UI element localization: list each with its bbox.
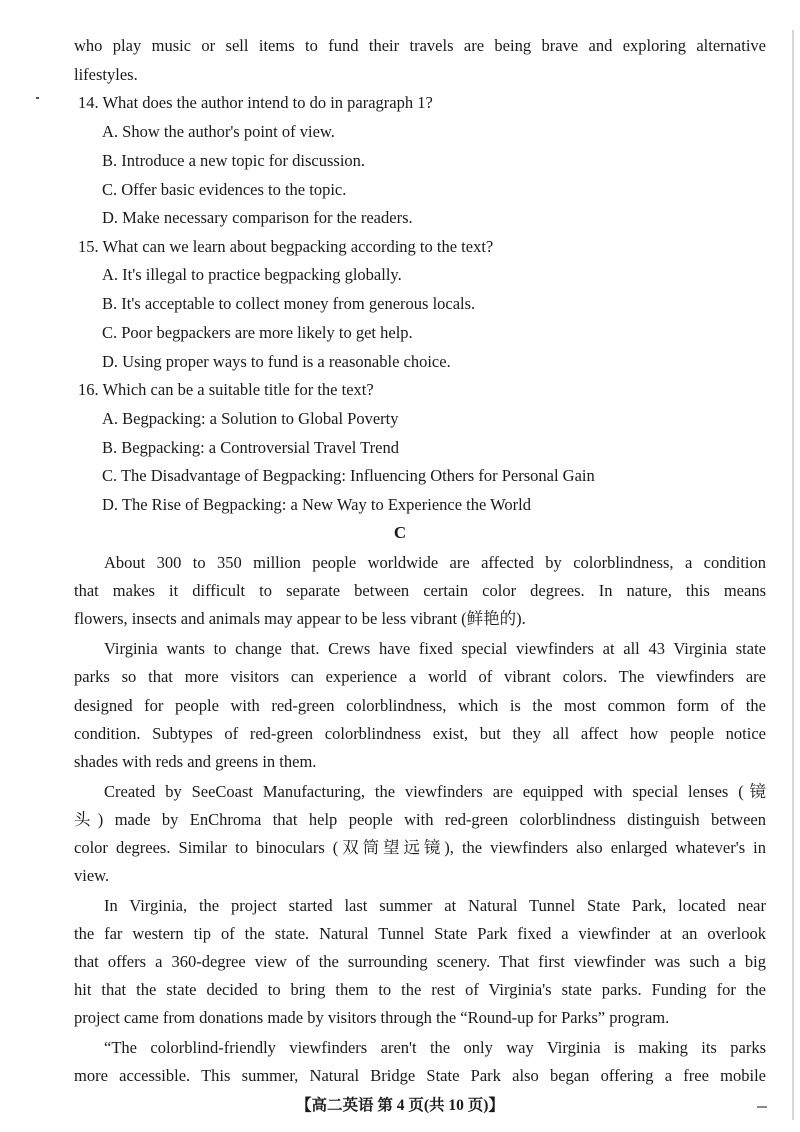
section-heading: C bbox=[393, 523, 407, 542]
question-16-stem: 16. Which can be a suitable title for the text? bbox=[78, 380, 374, 399]
question-14-stem: 14. What does the author intend to do in paragraph 1? bbox=[78, 93, 433, 112]
question-16-option-d: D. The Rise of Begpacking: a New Way to Experience the World bbox=[102, 495, 531, 514]
passage-line: flowers, insects and animals may appear to be less vibrant (鲜艳的). bbox=[74, 609, 526, 628]
passage-line: color degrees. Similar to binoculars (双筒望远镜), the viewfinders also enlarged whatever's in bbox=[74, 838, 766, 857]
question-16-option-a: A. Begpacking: a Solution to Global Poverty bbox=[102, 409, 399, 428]
passage-line: more accessible. This summer, Natural Bridge State Park also began offering a free mobile bbox=[74, 1066, 766, 1085]
scan-edge-shadow bbox=[792, 30, 794, 1120]
question-14-option-a: A. Show the author's point of view. bbox=[102, 122, 335, 141]
passage-line: shades with reds and greens in them. bbox=[74, 752, 317, 771]
question-14-option-c: C. Offer basic evidences to the topic. bbox=[102, 180, 347, 199]
passage-line: parks so that more visitors can experience a world of vibrant colors. The viewfinders are bbox=[74, 667, 766, 686]
question-15-option-c: C. Poor begpackers are more likely to get help. bbox=[102, 323, 413, 342]
page-footer: 【高二英语 第 4 页(共 10 页)】 bbox=[296, 1097, 504, 1114]
question-16-option-b: B. Begpacking: a Controversial Travel Trend bbox=[102, 438, 399, 457]
passage-line: designed for people with red-green colorblindness, which is the most common form of the bbox=[74, 696, 766, 715]
passage-line: About 300 to 350 million people worldwide are affected by colorblindness, a condition bbox=[104, 553, 766, 572]
margin-tick bbox=[757, 1106, 767, 1108]
passage-line: the far western tip of the state. Natural Tunnel State Park fixed a viewfinder at an overlook bbox=[74, 924, 766, 943]
question-14-option-d: D. Make necessary comparison for the readers. bbox=[102, 208, 413, 227]
question-15-stem: 15. What can we learn about begpacking according to the text? bbox=[78, 237, 494, 256]
question-16-option-c: C. The Disadvantage of Begpacking: Influencing Others for Personal Gain bbox=[102, 466, 595, 485]
question-15-option-d: D. Using proper ways to fund is a reasonable choice. bbox=[102, 352, 451, 371]
question-14-option-b: B. Introduce a new topic for discussion. bbox=[102, 151, 366, 170]
passage-line: condition. Subtypes of red-green colorblindness exist, but they all affect how people notice bbox=[74, 724, 766, 743]
passage-line: that offers a 360-degree view of the surrounding scenery. That first viewfinder was such a big bbox=[74, 952, 766, 971]
question-15-option-a: A. It's illegal to practice begpacking globally. bbox=[102, 265, 402, 284]
passage-line: “The colorblind-friendly viewfinders aren't the only way Virginia is making its parks bbox=[104, 1038, 766, 1057]
paragraph-line: who play music or sell items to fund their travels are being brave and exploring alternative bbox=[74, 36, 766, 55]
passage-line: In Virginia, the project started last summer at Natural Tunnel State Park, located near bbox=[104, 896, 766, 915]
passage-line: 头) made by EnChroma that help people with red-green colorblindness distinguish between bbox=[74, 810, 766, 829]
passage-line: Created by SeeCoast Manufacturing, the viewfinders are equipped with special lenses (镜 bbox=[104, 782, 766, 801]
passage-line: Virginia wants to change that. Crews have fixed special viewfinders at all 43 Virginia state bbox=[104, 639, 766, 658]
margin-mark bbox=[36, 97, 39, 99]
passage-line: project came from donations made by visitors through the “Round-up for Parks” program. bbox=[74, 1008, 670, 1027]
passage-line: that makes it difficult to separate between certain color degrees. In nature, this means bbox=[74, 581, 766, 600]
passage-line: hit that the state decided to bring them to the rest of Virginia's state parks. Funding for the bbox=[74, 980, 766, 999]
question-15-option-b: B. It's acceptable to collect money from generous locals. bbox=[102, 294, 476, 313]
passage-line: view. bbox=[74, 866, 110, 885]
paragraph-line: lifestyles. bbox=[74, 65, 138, 84]
